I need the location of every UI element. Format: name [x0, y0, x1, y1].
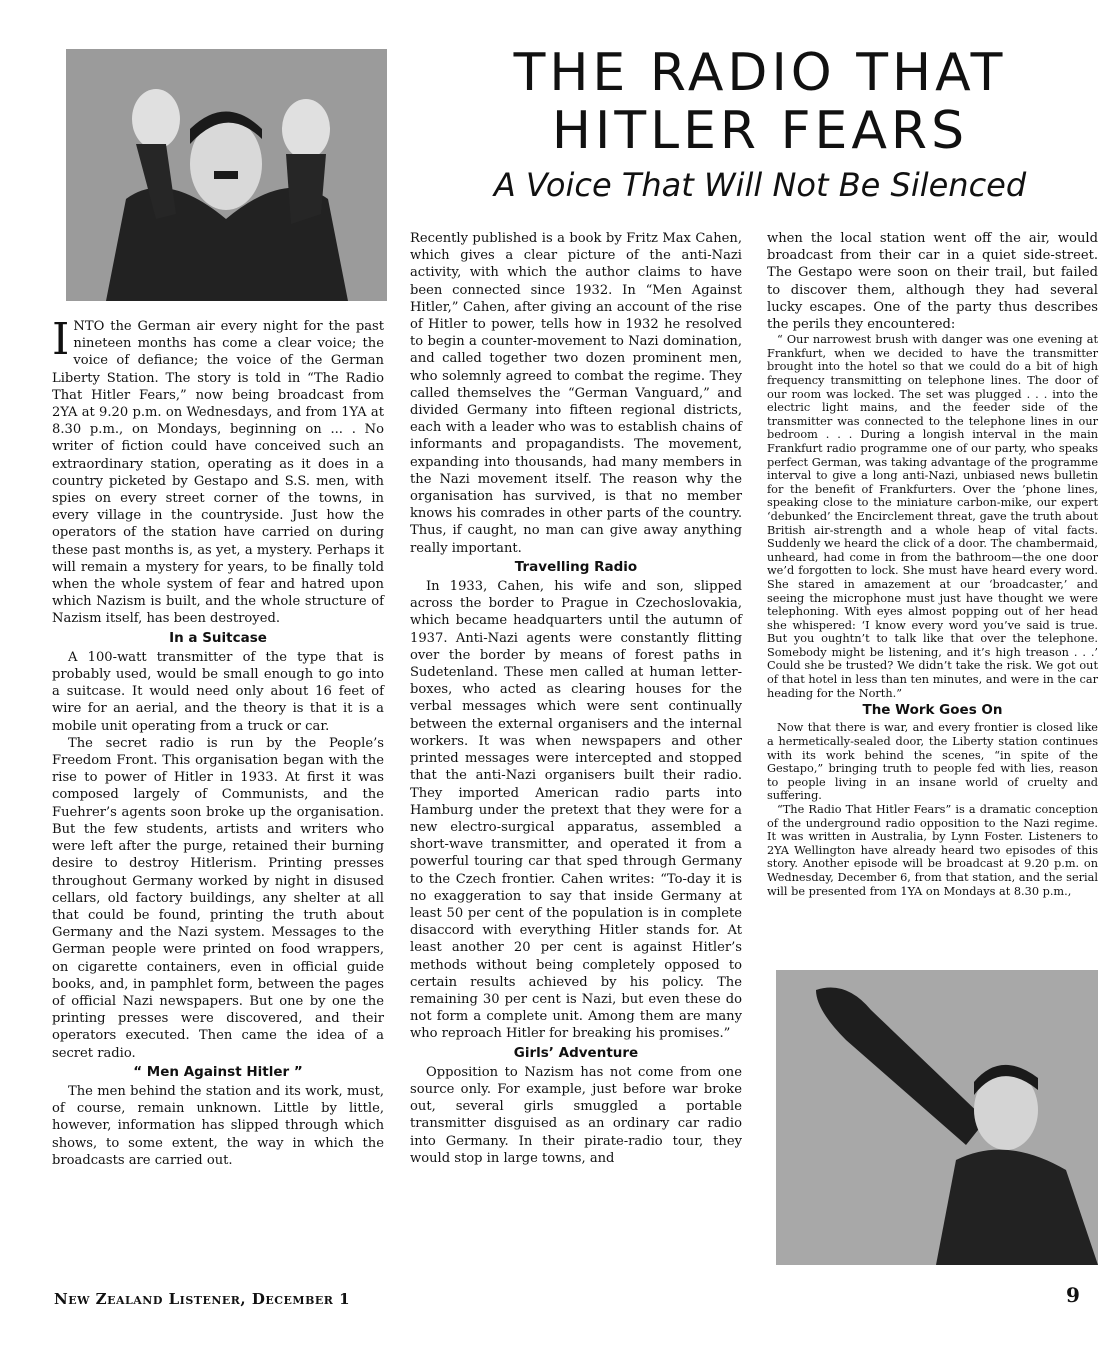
- headline-line-1: THE RADIO THAT: [513, 43, 1007, 103]
- paragraph: In 1933, Cahen, his wife and son, slipped across the border to Prague in Czechoslovakia, which became headquarters until the autumn of 1937. Anti-Nazi agents were constantly flitting over the border by means of forest paths in Sudetenland. These men called at human letter-boxes, who acted as clearing houses for the verbal messages which were sent continually between the external organisers and the internal workers. It was when newspapers and other printed messages were intercepted and stopped that the anti-Nazi organisers built their radio. They imported American radio parts into Hamburg under the pretext that they were for a new electro-surgical apparatus, assembled a short-wave transmitter, and operated it from a powerful touring car that sped through Germany to the Czech frontier. Cahen writes: “To-day it is no exaggeration to say that inside Germany at least 50 per cent of the population is in complete disaccord with everything Hitler stands for. At least another 20 per cent is against Hitler’s methods without being completely opposed to certain results achieved by his policy. The remaining 30 per cent is Nazi, but even these do not form a complete unit. Among them are many who reproach Hitler for breaking his promises.”: [410, 579, 742, 1042]
- drop-cap: I: [52, 314, 70, 365]
- headline-line-2: HITLER FEARS: [551, 101, 969, 161]
- closing-block: [767, 721, 1098, 898]
- paragraph: Now that there is war, and every frontier is closed like a hermetically-sealed door, the Liberty station continues with its work behind the scenes, “in spite of the Gestapo,” bringing truth to people fed with lies, reason to people living in an insane world of cruelty and suffering.: [767, 721, 1098, 803]
- paragraph: when the local station went off the air, would broadcast from their car in a quiet side-street. The Gestapo were soon on their trail, but failed to discover them, although they had several lucky escapes. One of the party thus describes the perils they encountered:: [767, 231, 1098, 333]
- heading-girls-adventure: Girls’ Adventure: [513, 1044, 639, 1061]
- article-column-2: [410, 230, 742, 1167]
- quote-paragraph: “ Our narrowest brush with danger was one evening at Frankfurt, when we decided to have the transmitter brought into the hotel so that we could do a bit of high frequency transmitting on telephone lines. The door of our room was locked. The set was plugged . . . into the electric light mains, and the feeder side of the transmitter was connected to the telephone lines in our bedroom . . . During a longish interval in the main Frankfurt radio programme one of our party, who speaks perfect German, was taking advantage of the programme interval to give a long anti-Nazi, unbiased news bulletin for the benefit of Frankfurters. Over the ’phone lines, speaking close to the miniature carbon-mike, our expert ‘debunked’ the Encirclement threat, gave the truth about British air-strength and a whole heap of vital facts. Suddenly we heard the click of a door. The chambermaid, unheard, had come in from the bathroom—the one door we’d forgotten to lock. She must have heard every word. She stared in amazement at our ‘broadcaster,’ and seeing the microphone must just have thought we were telephoning. With eyes almost popping out of her head she whispered: ‘I know every word you’ve said is true. But you oughtn’t to talk like that over the telephone. Somebody might be listening, and it’s high treason . . .’ Could she be trusted? We didn’t take the risk. We got out of that hotel in less than ten minutes, and were in the car heading for the North.”: [767, 333, 1098, 700]
- paragraph: The men behind the station and its work, must, of course, remain unknown. Little by little, however, information has slipped through which shows, to some extent, the way in which the broadcasts are carried out.: [52, 1083, 384, 1168]
- paragraph: Opposition to Nazism has not come from one source only. For example, just before war broke out, several girls smuggled a portable transmitter disguised as an ordinary car radio into Germany. In their pirate-radio tour, they would stop in large towns, and: [410, 1064, 742, 1166]
- intro-text: NTO the German air every night for the past nineteen months has come a clear voice; the voice of defiance; the voice of the German Liberty Station. The story is told in “The Radio That Hitler Fears,” now being broadcast from 2YA at 9.20 p.m. on Wednesdays, and from 1YA at 8.30 p.m., on Mondays, beginning on ... . No writer of fiction could have conceived such an extraordinary station, operating as it does in a country picketed by Gestapo and S.S. men, with spies on every street corner of the towns, in every village in the countryside. Just how the operators of the station have carried on during these past months is, as yet, a mystery. Perhaps it will remain a mystery for years, to be finally told when the whole system of fear and hatred upon which Nazism is built, and the whole structure of Nazism itself, has been destroyed.: [52, 319, 384, 627]
- page-number: 9: [1066, 1283, 1080, 1307]
- headline-subtitle: A Voice That Will Not Be Silenced: [493, 166, 1027, 204]
- headline: [420, 44, 1100, 204]
- heading-the-work-goes-on: The Work Goes On: [862, 702, 1003, 719]
- paragraph: The secret radio is run by the People’s Freedom Front. This organisation began with the rise to power of Hitler in 1933. At first it was composed largely of Communists, and the Fuehrer’s agents soon broke up the organisation. But the few students, artists and writers who were left after the purge, retained their burning desire to destroy Hitlerism. Printing presses throughout Germany worked by night in disused cellars, old factory buildings, any shelter at all that could be found, printing the truth about Germany and the Nazi system. Messages to the German people were printed on food wrappers, on cigarette containers, even in official guide books, and, in pamphlet form, between the pages of official Nazi newspapers. But one by one the printing presses were discovered, and their operators executed. Then came the idea of a secret radio.: [52, 735, 384, 1061]
- intro-paragraph: [52, 314, 384, 628]
- footer-publication: New Zealand Listener, December 1: [54, 1290, 351, 1308]
- photo-hitler-fists-raised: [66, 49, 387, 301]
- paragraph: “The Radio That Hitler Fears” is a dramatic conception of the underground radio opposition to the Nazi regime. It was written in Australia, by Lynn Foster. Listeners to 2YA Wellington have already heard two episodes of this story. Another episode will be broadcast at 9.20 p.m. on Wednesday, December 6, from that station, and the serial will be presented from 1YA on Mondays at 8.30 p.m.,: [767, 803, 1098, 898]
- paragraph: A 100-watt transmitter of the type that is probably used, would be small enough to go into a suitcase. It would need only about 16 feet of wire for an aerial, and the theory is that it is a mobile unit operating from a truck or car.: [52, 649, 384, 734]
- article-column-1: [52, 314, 384, 1169]
- paragraph: Recently published is a book by Fritz Max Cahen, which gives a clear picture of the anti-Nazi activity, with which the author claims to have been connected since 1932. In “Men Against Hitler,” Cahen, after giving an account of the rise of Hitler to power, tells how in 1932 he resolved to begin a counter-movement to Nazi domination, and called together two dozen prominent men, who solemnly agreed to combat the regime. They called themselves the “German Vanguard,” and divided Germany into fifteen regional districts, each with a leader who was to establish chains of informants and propagandists. The movement, expanding into thousands, had many members in the Nazi movement itself. The reason why the organisation has survived, is that no member knows his comrades in other parts of the country. Thus, if caught, no man can give away anything really important.: [410, 231, 742, 556]
- article-column-3: [767, 230, 1098, 898]
- heading-travelling-radio: Travelling Radio: [514, 558, 638, 575]
- heading-men-against-hitler: “ Men Against Hitler ”: [133, 1063, 303, 1080]
- photo-hitler-saluting: [776, 970, 1098, 1265]
- heading-in-a-suitcase: In a Suitcase: [169, 629, 267, 646]
- quote-block: [767, 333, 1098, 700]
